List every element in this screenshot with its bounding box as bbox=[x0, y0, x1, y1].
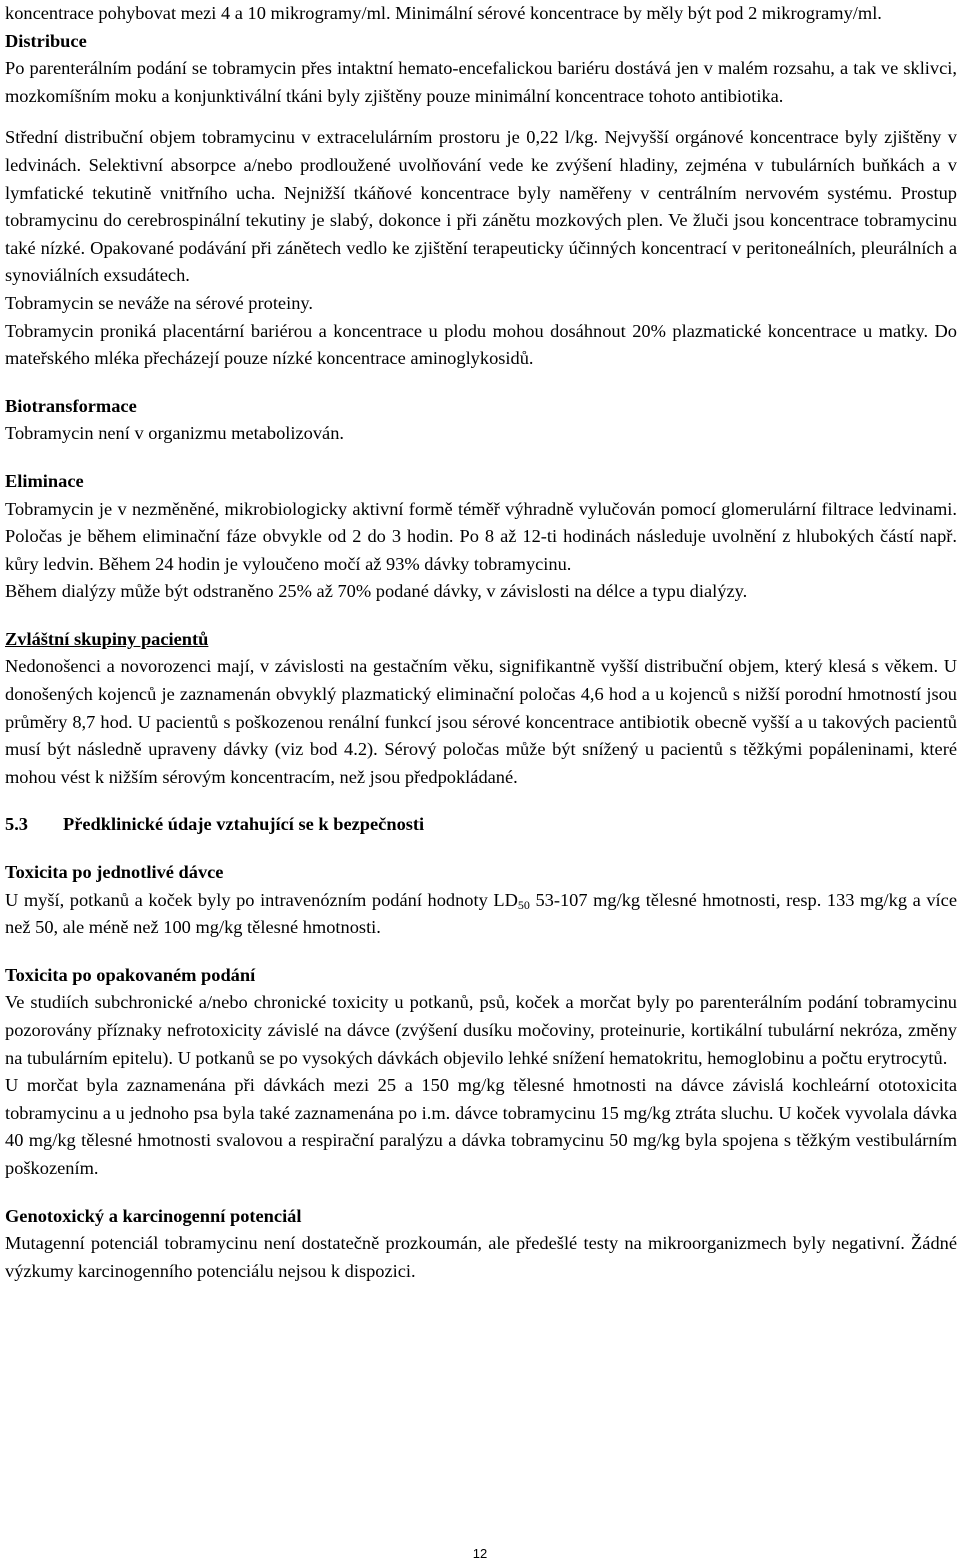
distribuce-paragraph-3: Tobramycin se neváže na sérové proteiny. bbox=[5, 292, 313, 313]
section-5-3-heading bbox=[5, 811, 957, 839]
distribuce-paragraph-4: Tobramycin proniká placentární bariérou a koncentrace u plodu mohou dosáhnout 20% plazmatické koncentrace u matky. Do mateřského mléka přecházejí pouze nízké koncentrace aminoglykosidů. bbox=[5, 320, 957, 369]
section-title: Předklinické údaje vztahující se k bezpečnosti bbox=[63, 814, 425, 835]
eliminace-paragraph-2: Během dialýzy může být odstraněno 25% až 70% podané dávky, v závislosti na délce a typu dialýzy. bbox=[5, 581, 748, 602]
toxicita-opakovane-paragraph-1: Ve studiích subchronické a/nebo chronické toxicity u potkanů, psů, koček a morčat byly po parenterálním podání tobramycinu pozorovány příznaky nefrotoxicity závislé na dávce (zvýšení dusíku močoviny, proteinurie, kortikální tubulární nekróza, změny na tubulárním epitelu). U potkanů se po vysokých dávkách objevilo lehké snížení hematokritu, hemoglobinu a počtu erytrocytů. bbox=[5, 992, 957, 1068]
document-page bbox=[5, 0, 957, 1285]
genotoxicky-paragraph: Mutagenní potenciál tobramycinu není dostatečně prozkoumán, ale předešlé testy na mikroorganizmech byly negativní. Žádné výzkumy karcinogenního potenciálu nejsou k dispozici. bbox=[5, 1233, 957, 1281]
ld-text-before: U myší, potkanů a koček byly po intravenózním podání hodnoty LD bbox=[5, 889, 518, 910]
toxicita-jednotlive-heading: Toxicita po jednotlivé dávce bbox=[5, 862, 224, 883]
toxicita-jednotlive-paragraph bbox=[5, 887, 957, 942]
eliminace-paragraph-1: Tobramycin je v nezměněné, mikrobiologicky aktivní formě téměř výhradně vylučován pomocí glomerulární filtrace ledvinami. Poločas je během eliminační fáze obvykle od 2 do 3 hodin. Po 8 až 12-ti hodinách následuje uvolnění z hlubokých částí např. kůry ledvin. Během 24 hodin je vyloučeno močí až 93% dávky tobramycinu. bbox=[5, 498, 957, 574]
page-number: 12 bbox=[472, 1546, 488, 1561]
biotransformace-paragraph: Tobramycin není v organizmu metabolizován. bbox=[5, 423, 345, 444]
biotransformace-heading: Biotransformace bbox=[5, 395, 137, 416]
zvlastni-skupiny-heading: Zvláštní skupiny pacientů bbox=[5, 628, 209, 649]
distribuce-paragraph-1: Po parenterálním podání se tobramycin přes intaktní hemato-encefalickou bariéru dostává jen v malém rozsahu, a tak ve sklivci, mozkomíšním moku a konjunktivální tkáni byly zjištěny pouze minimální koncentrace tohoto antibiotika. bbox=[5, 58, 957, 106]
toxicita-opakovane-paragraph-2: U morčat byla zaznamenána při dávkách mezi 25 a 150 mg/kg tělesné hmotnosti na dávce závislá kochleární ototoxicita tobramycinu a u jednoho psa byla také zaznamenána po i.m. dávce tobramycinu 15 mg/kg ztráta sluchu. U koček vyvolala dávka 40 mg/kg tělesné hmotnosti svalovou a respirační paralýzu a dávka tobramycinu 50 mg/kg byla spojena s těžkým vestibulárním poškozením. bbox=[5, 1075, 957, 1178]
toxicita-opakovane-heading: Toxicita po opakovaném podání bbox=[5, 964, 256, 985]
ld-subscript: 50 bbox=[517, 897, 530, 912]
section-number: 5.3 bbox=[5, 814, 28, 835]
ld-text-after: 53-107 mg/kg tělesné hmotnosti, resp. 133 mg/kg a více než 50, ale méně než 100 mg/kg tělesné hmotnosti. bbox=[5, 889, 957, 938]
eliminace-heading: Eliminace bbox=[5, 470, 84, 491]
intro-paragraph: koncentrace pohybovat mezi 4 a 10 mikrogramy/ml. Minimální sérové koncentrace by měly být pod 2 mikrogramy/ml. bbox=[5, 3, 882, 23]
genotoxicky-heading: Genotoxický a karcinogenní potenciál bbox=[5, 1205, 302, 1226]
distribuce-heading: Distribuce bbox=[5, 30, 87, 51]
distribuce-paragraph-2: Střední distribuční objem tobramycinu v extracelulárním prostoru je 0,22 l/kg. Nejvyšší orgánové koncentrace byly zjištěny v ledvinách. Selektivní absorpce a/nebo prodloužené uvolňování vede ke zvýšení hladiny, zejména v tubulárních buňkách a v lymfatické tekutině vnitřního ucha. Nejnižší tkáňové koncentrace byly naměřeny v centrálním nervovém systému. Prostup tobramycinu do cerebrospinální tekutiny je slabý, dokonce i při zánětu mozkových plen. Ve žluči jsou koncentrace tobramycinu také nízké. Opakované podávání při zánětech vedlo ke zjištění terapeuticky účinných koncentrací v peritoneálních, pleurálních a synoviálních exsudátech. bbox=[5, 127, 957, 286]
zvlastni-skupiny-paragraph: Nedonošenci a novorozenci mají, v závislosti na gestačním věku, signifikantně vyšší distribuční objem, který klesá s věkem. U donošených kojenců je zaznamenán obvyklý plazmatický eliminační poločas 4,6 hod a u kojenců s nižší porodní hmotností jsou průměry 8,7 hod. U pacientů s poškozenou renální funkcí jsou sérové koncentrace antibiotik obecně vyšší a u takových pacientů musí být následně upraveny dávky (viz bod 4.2). Sérový poločas může být snížený u pacientů s těžkými popáleninami, které mohou vést k nižším sérovým koncentracím, než jsou předpokládané. bbox=[5, 656, 957, 787]
